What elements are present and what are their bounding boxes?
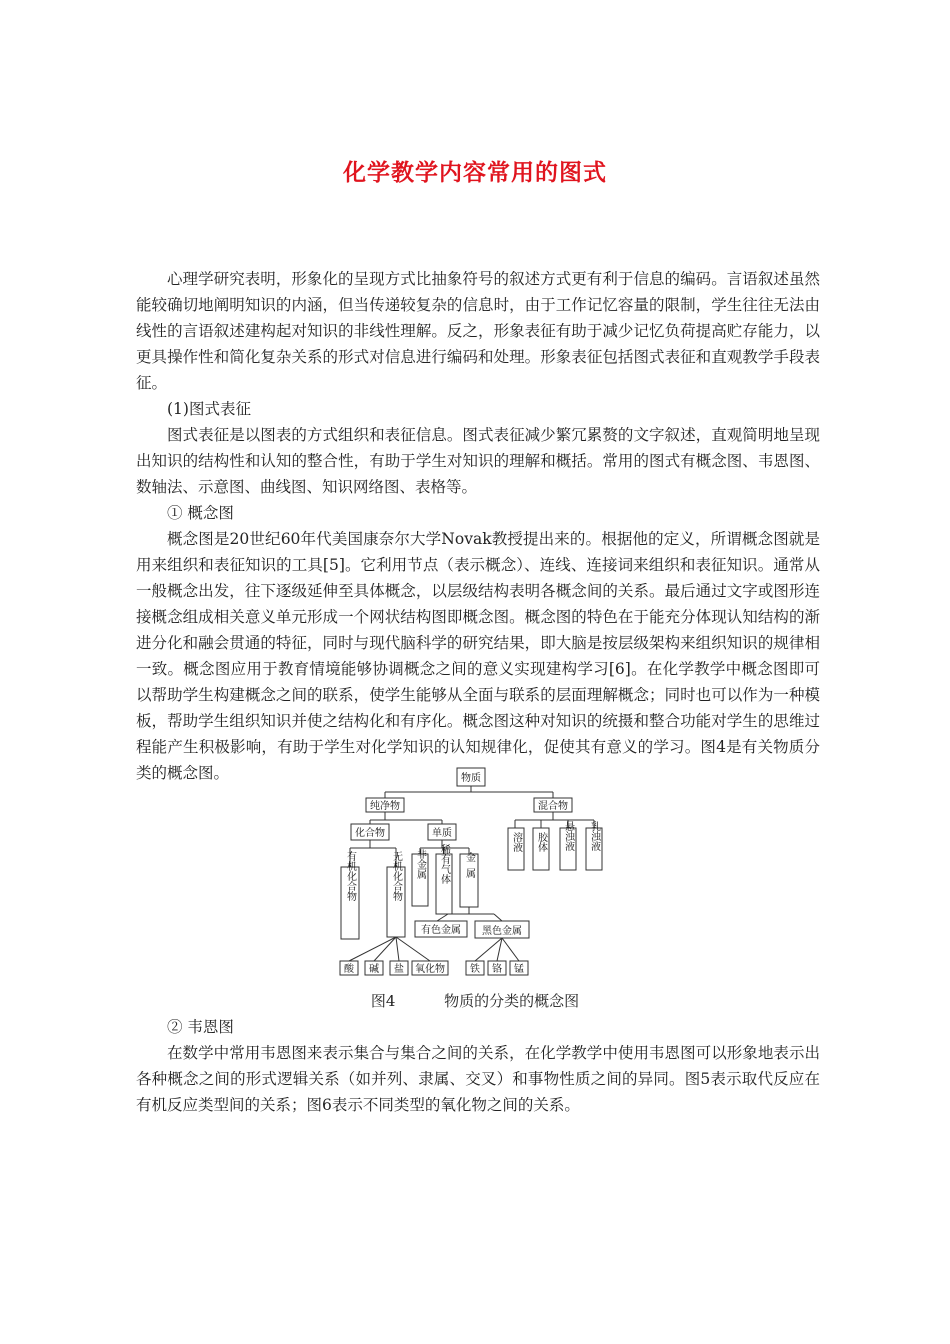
- concept-map-figure: [335, 764, 607, 980]
- node-iron: 铁: [470, 964, 480, 975]
- section-heading-schema: (1)图式表征: [167, 400, 251, 418]
- concept-map-diagram: [335, 764, 607, 980]
- node-metal: 金属: [463, 852, 475, 884]
- node-nonmetal: 非金属: [414, 849, 426, 879]
- node-element: 单质: [432, 828, 452, 839]
- document-body-continued: [136, 1014, 820, 1118]
- node-inorganic: 无机化合物: [390, 851, 402, 901]
- document-body: [136, 266, 820, 786]
- node-root: 物质: [461, 773, 481, 784]
- node-suspension: 悬浊液: [562, 821, 574, 851]
- node-base: 碱: [369, 964, 379, 975]
- node-manganese: 锰: [514, 964, 524, 975]
- node-pure: 纯净物: [370, 801, 400, 812]
- paragraph-intro: 心理学研究表明，形象化的呈现方式比抽象符号的叙述方式更有利于信息的编码。言语叙述虽然能较确切地阐明知识的内涵，但当传递较复杂的信息时，由于工作记忆容量的限制，学生往往无法由线性的言语叙述建构起对知识的非线性理解。反之，形象表征有助于减少记忆负荷提高贮存能力，以更具操作性和简化复杂关系的形式对信息进行编码和处理。形象表征包括图式表征和直观教学手段表征。: [136, 270, 820, 392]
- figure-caption: [0, 990, 950, 1011]
- subsection-heading-venn: ② 韦恩图: [167, 1018, 234, 1036]
- caption-number: 图4: [370, 992, 396, 1010]
- paragraph-concept-map: 概念图是20世纪60年代美国康奈尔大学Novak教授提出来的。根据他的定义，所谓概念图就是用来组织和表征知识的工具[5]。它利用节点（表示概念）、连线、连接词来组织和表征知识。通常从一般概念出发，往下逐级延伸至具体概念，以层级结构表明各概念间的关系。最后通过文字或图形连接概念组成相关意义单元形成一个网状结构图即概念图。概念图的特色在于能充分体现认知结构的渐进分化和融会贯通的特征，同时与现代脑科学的研究结果，即大脑是按层级架构来组织知识的规律相一致。概念图应用于教育情境能够协调概念之间的意义实现建构学习[6]。在化学教学中概念图即可以帮助学生构建概念之间的联系，使学生能够从全面与联系的层面理解概念；同时也可以作为一种模板，帮助学生组织知识并使之结构化和有序化。概念图这种对知识的统摄和整合功能对学生的思维过程能产生积极影响，有助于学生对化学知识的认知规律化，促使其有意义的学习。图4是有关物质分类的概念图。: [136, 530, 820, 782]
- node-salt: 盐: [394, 964, 404, 975]
- node-mixture: 混合物: [538, 801, 568, 812]
- caption-text: 物质的分类的概念图: [444, 992, 580, 1010]
- paragraph-venn: 在数学中常用韦恩图来表示集合与集合之间的关系，在化学教学中使用韦恩图可以形象地表示出各种概念之间的形式逻辑关系（如并列、隶属、交叉）和事物性质之间的异同。图5表示取代反应在有机反应类型间的关系；图6表示不同类型的氧化物之间的关系。: [136, 1044, 820, 1114]
- node-solution: 溶液: [510, 832, 522, 852]
- node-chromium: 铬: [492, 964, 502, 975]
- node-oxide: 氧化物: [415, 964, 445, 975]
- document-title: 化学教学内容常用的图式: [343, 160, 607, 186]
- node-ferrous: 黑色金属: [482, 926, 522, 937]
- node-emulsion: 乳浊液: [588, 821, 600, 851]
- node-compound: 化合物: [355, 828, 385, 839]
- node-organic: 有机化合物: [344, 851, 356, 901]
- node-colloid: 胶体: [535, 832, 547, 852]
- node-acid: 酸: [344, 964, 354, 975]
- paragraph-schema: 图式表征是以图表的方式组织和表征信息。图式表征减少繁冗累赘的文字叙述，直观简明地呈现出知识的结构性和认知的整合性，有助于学生对知识的理解和概括。常用的图式有概念图、韦恩图、数轴法、示意图、曲线图、知识网络图、表格等。: [136, 426, 820, 496]
- node-nonferrous: 有色金属: [421, 925, 461, 936]
- node-noble-gas: 稀有气体: [438, 844, 450, 884]
- subsection-heading-concept-map: ① 概念图: [167, 504, 234, 522]
